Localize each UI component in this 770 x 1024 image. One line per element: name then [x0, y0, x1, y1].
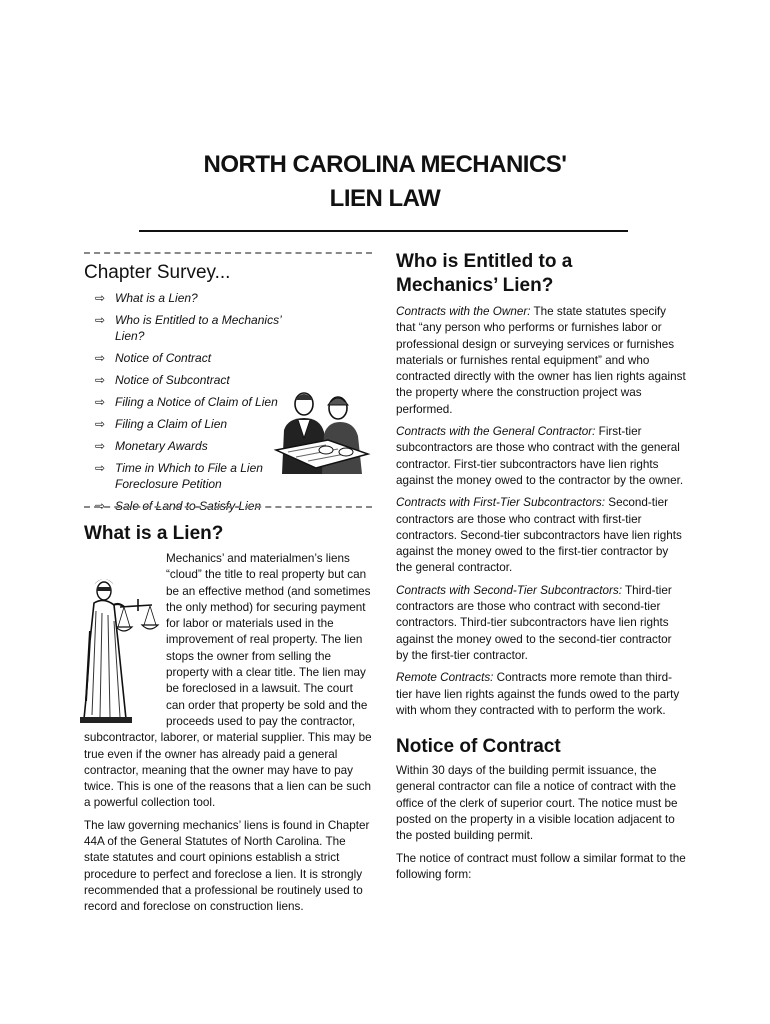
list-item[interactable]: [95, 290, 305, 306]
what-is-a-lien-section: [84, 522, 374, 922]
lady-justice-illustration: [80, 551, 166, 727]
list-item[interactable]: [95, 312, 305, 344]
page-title: [0, 148, 770, 216]
who-paragraph-lead: Contracts with the Owner:: [396, 305, 531, 318]
who-paragraph-lead: Contracts with Second-Tier Subcontractors:: [396, 583, 622, 597]
who-paragraph-text: The state statutes specify that “any person who performs or furnishes labor or professional design or surveying services or furnishes materials or furnishes rental equipment” and who contracted directly with the owner has lien rights against the property where the construction project was performed.: [396, 305, 686, 416]
page-title-line1: NORTH CAROLINA MECHANICS': [203, 151, 567, 178]
who-paragraph-lead: Contracts with the General Contractor:: [396, 425, 596, 439]
arrow-right-icon: ⇨: [95, 351, 106, 365]
survey-bottom-divider: [84, 506, 372, 508]
who-paragraph-lead: Remote Contracts:: [396, 671, 494, 685]
who-paragraph-text: Contracts more remote than third-tier have lien rights against the funds owed to the party with whom they contracted with to perform the work.: [396, 671, 680, 717]
who-paragraph-text: Second-tier contractors are those who contract with first-tier contractors. Second-tier subcontractors have lien rights against the money owed to the first-tier contractor by the general contractor.: [396, 496, 682, 575]
survey-item-label: Sale of Land to Satisfy Lien: [115, 499, 262, 513]
list-item[interactable]: [95, 372, 305, 388]
arrow-right-icon: ⇨: [95, 499, 106, 513]
who-paragraph: [396, 495, 686, 576]
arrow-right-icon: ⇨: [95, 461, 106, 475]
who-paragraph-lead: Contracts with First-Tier Subcontractors:: [396, 496, 606, 510]
chapter-survey-heading: Chapter Survey...: [84, 262, 231, 283]
survey-item-label: Filing a Claim of Lien: [115, 417, 228, 431]
arrow-right-icon: ⇨: [95, 439, 106, 453]
who-paragraph: [396, 670, 686, 719]
what-is-paragraph-1: Mechanics’ and materialmen’s liens “cloud” the title to real property but can be an effective method (and sometimes the only method) for securing payment for labor or materials used in the improvement of real property. The lien stops the owner from selling the property with a clear title. The lien may be foreclosed in a lawsuit. The court can order that property be sold and the proceeds used to pay the contractor, subcontractor, laborer, or material supplier. This may be true even if the owner has already paid a general contractor, meaning that the owner may have to pay twice. This is one of the reasons that a lien can be such a powerful collection tool.: [84, 552, 372, 810]
survey-item-label: Who is Entitled to a Mechanics’ Lien?: [115, 313, 282, 343]
section-heading-what-is-a-lien: What is a Lien?: [84, 523, 224, 544]
list-item[interactable]: [95, 460, 265, 492]
survey-item-label: Notice of Contract: [115, 351, 212, 365]
survey-top-divider: [84, 252, 372, 254]
who-paragraph-text: First-tier subcontractors are those who contract with the general contractor. First-tier subcontractors have lien rights against the money owed to the contractor by the owner.: [396, 425, 684, 487]
arrow-right-icon: ⇨: [95, 373, 106, 387]
survey-item-label: Monetary Awards: [115, 439, 208, 453]
survey-item-label: Notice of Subcontract: [115, 373, 230, 387]
survey-item-label: Filing a Notice of Claim of Lien: [115, 395, 278, 409]
arrow-right-icon: ⇨: [95, 313, 106, 327]
survey-item-label: What is a Lien?: [115, 291, 198, 305]
notice-paragraph-1: Within 30 days of the building permit issuance, the general contractor can file a notice of contract with the office of the clerk of superior court. The notice must be posted on the property in a visible location adjacent to the posted building permit.: [396, 764, 678, 843]
who-paragraph-text: Third-tier contractors are those who contract with second-tier contractors. Third-tier subcontractors have lien rights against the money owed to the second-tier contractor by the first-tier contractor.: [396, 583, 672, 662]
survey-item-label: Time in Which to File a Lien Foreclosure Petition: [115, 461, 263, 491]
who-paragraph: [396, 583, 686, 664]
construction-workers-illustration: [268, 388, 374, 474]
arrow-right-icon: ⇨: [95, 417, 106, 431]
list-item[interactable]: [95, 350, 305, 366]
who-paragraph: [396, 304, 686, 418]
section-heading-notice-of-contract: Notice of Contract: [396, 736, 561, 758]
page-title-line2: LIEN LAW: [329, 185, 441, 212]
who-paragraph: [396, 424, 686, 489]
what-is-paragraph-2: The law governing mechanics’ liens is found in Chapter 44A of the General Statutes of North Carolina. The state statutes and court opinions establish a strict procedure to perfect and foreclose a lien. It is strongly recommended that a professional be routinely used to record and foreclose on construction liens.: [84, 818, 370, 914]
title-divider: [139, 230, 628, 232]
section-heading-who-is-entitled: Who is Entitled to a Mechanics’ Lien?: [396, 251, 573, 296]
notice-paragraph-2: The notice of contract must follow a similar format to the following form:: [396, 851, 686, 881]
right-column: [396, 250, 686, 889]
arrow-right-icon: ⇨: [95, 291, 106, 305]
arrow-right-icon: ⇨: [95, 395, 106, 409]
